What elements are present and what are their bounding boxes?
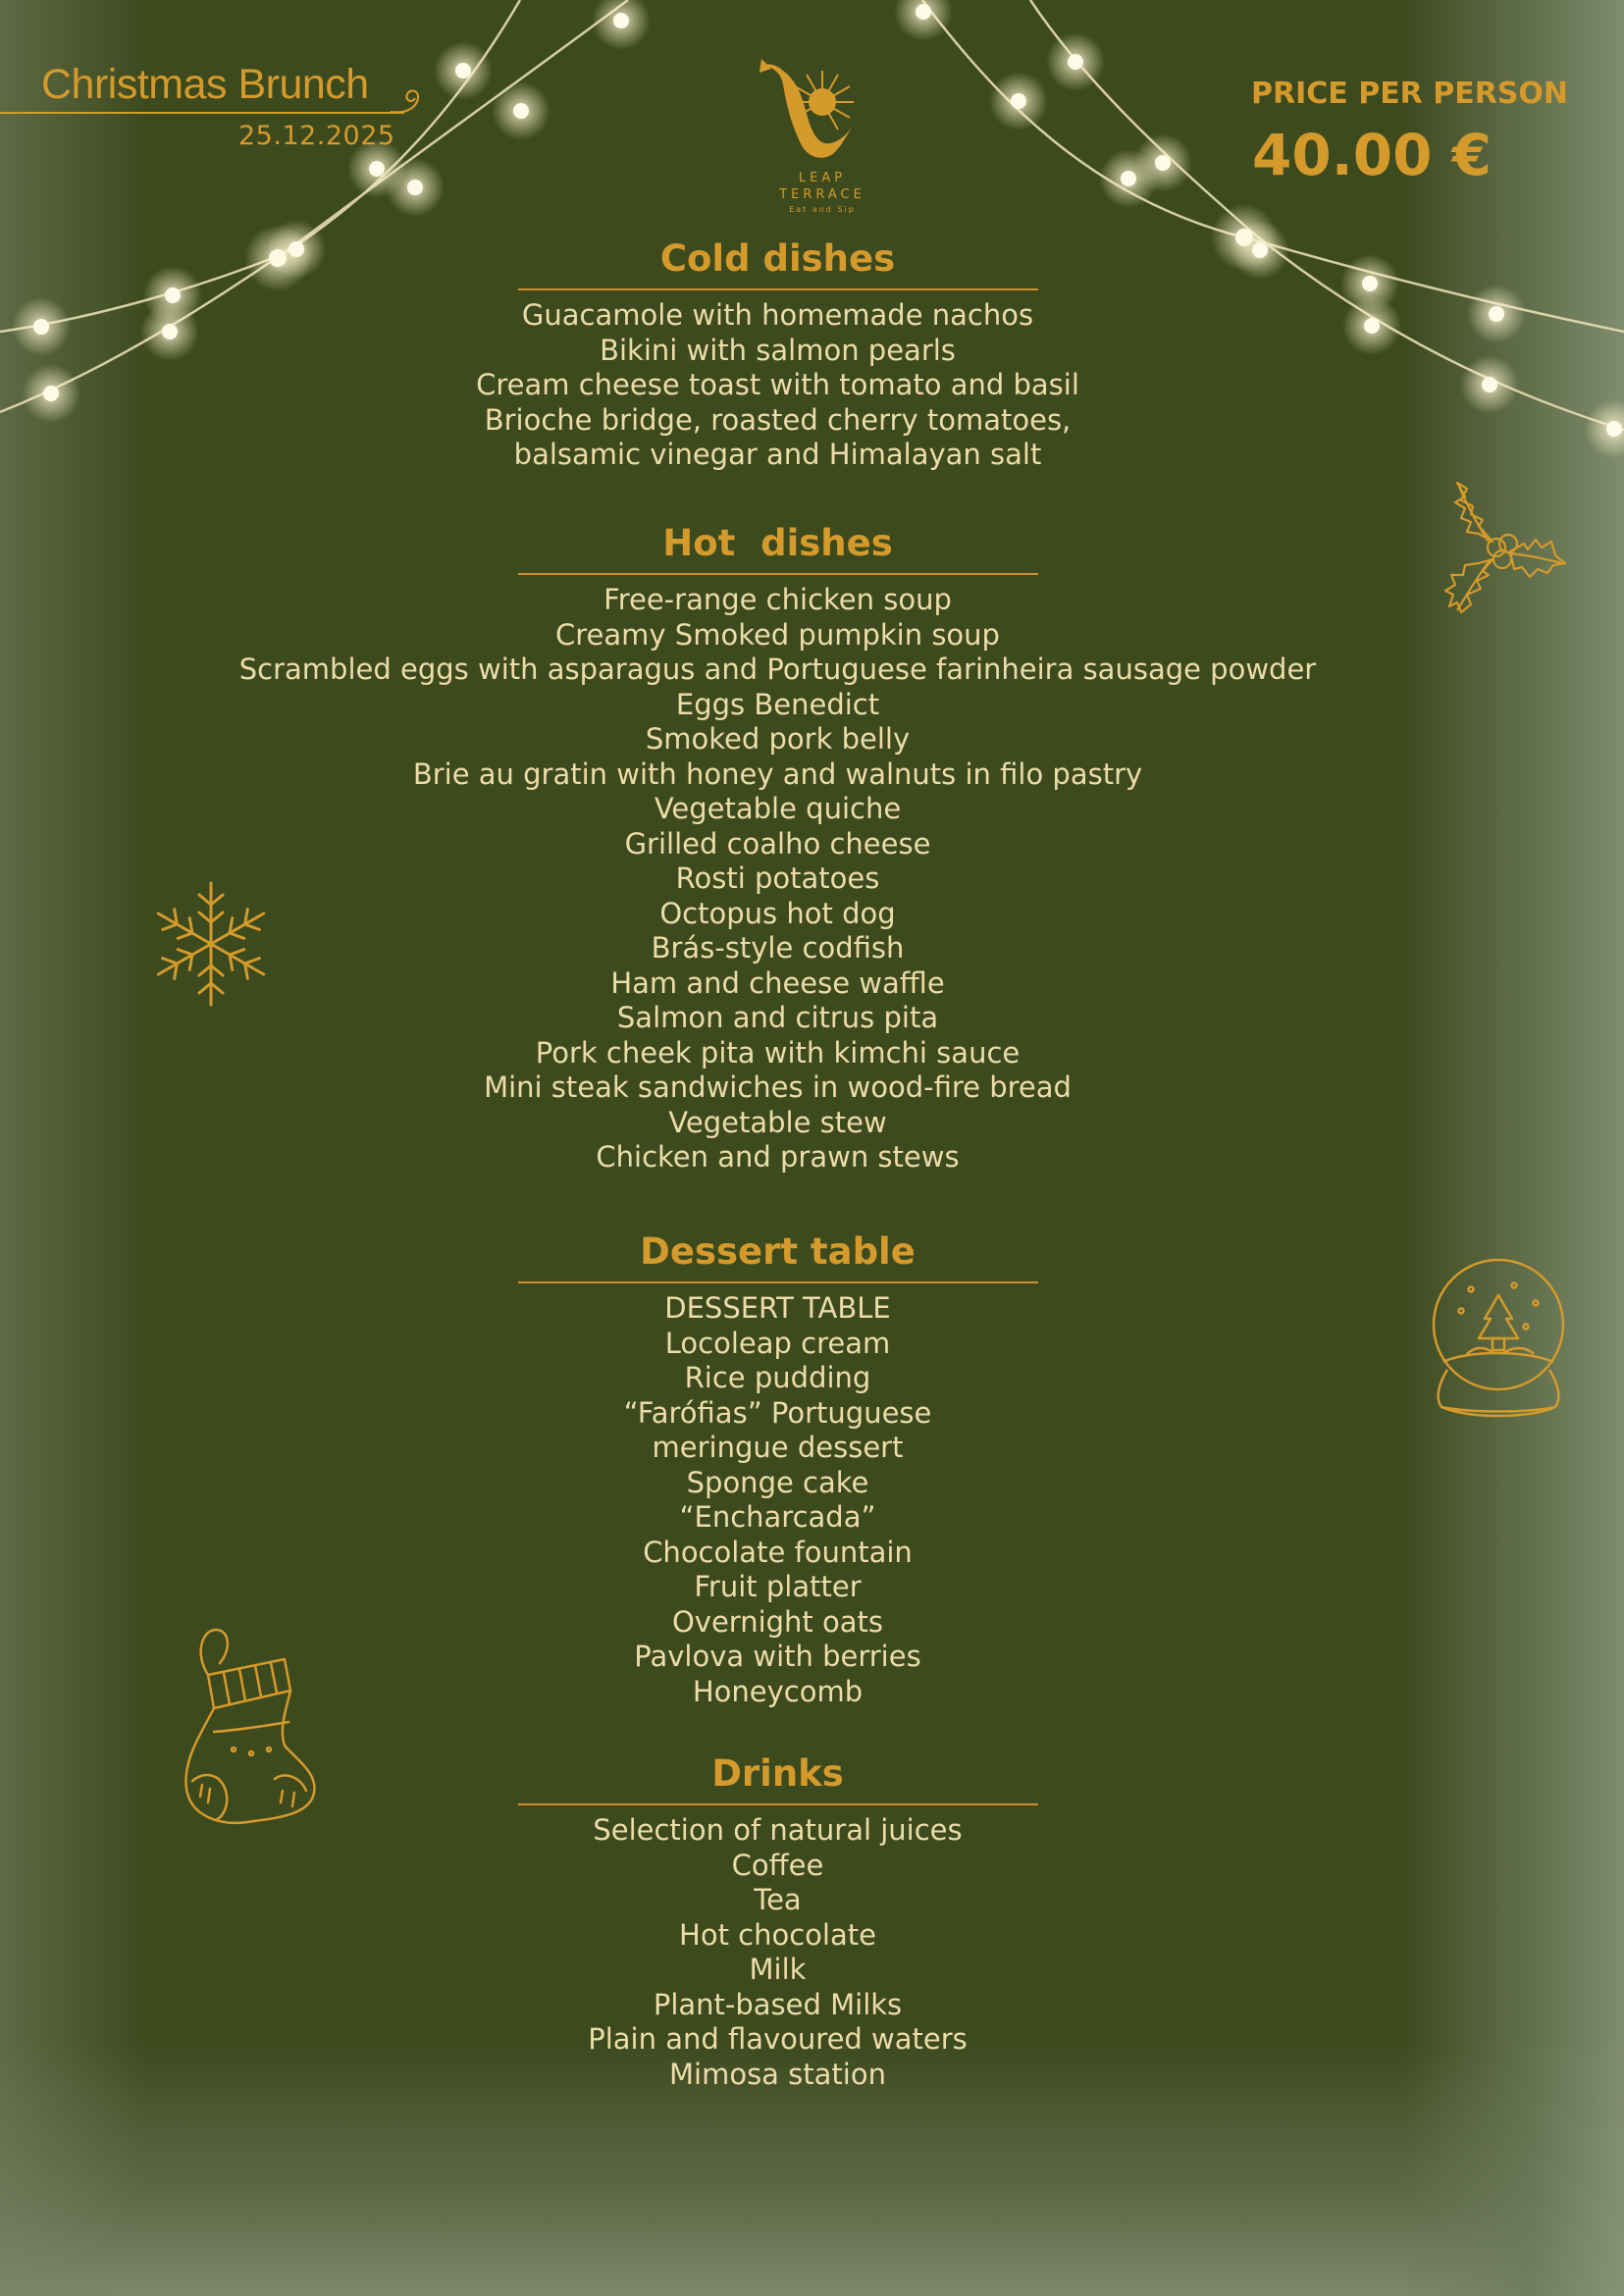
menu-item: Ham and cheese waffle	[610, 965, 945, 1000]
menu-item: Grilled coalho cheese	[624, 826, 931, 861]
menu-item: Smoked pork belly	[645, 722, 911, 756]
snowflake-icon	[145, 878, 278, 1011]
menu-item: Rosti potatoes	[675, 861, 880, 895]
price-value: 40.00 €	[1252, 122, 1493, 188]
section-rule	[518, 1281, 1038, 1283]
menu-item: Plant-based Milks	[653, 1987, 903, 2021]
section-title: Cold dishes	[659, 237, 896, 280]
menu-item: Honeycomb	[692, 1674, 864, 1708]
menu-item: balsamic vinegar and Himalayan salt	[513, 438, 1042, 471]
menu-item: Tea	[754, 1883, 802, 1916]
menu-item: Scrambled eggs with asparagus and Portuguese farinheira sausage powder	[238, 652, 1317, 686]
menu-item: DESSERT TABLE	[664, 1291, 891, 1325]
menu-item: Coffee	[731, 1848, 824, 1882]
menu-item: Free-range chicken soup	[603, 583, 952, 616]
menu-item: Rice pudding	[684, 1361, 871, 1394]
logo-line1: LEAP	[798, 171, 847, 185]
snow-globe-icon	[1428, 1256, 1565, 1428]
menu-item: Fruit platter	[694, 1570, 862, 1603]
logo-tagline: Eat and Sip	[789, 205, 856, 214]
menu-item: Brioche bridge, roasted cherry tomatoes,	[484, 402, 1072, 437]
section-title: Dessert table	[640, 1230, 916, 1273]
menu-item: Brás-style codfish	[651, 931, 905, 965]
sun-mermaid-logo-icon	[754, 59, 891, 169]
menu-item: Creamy Smoked pumpkin soup	[555, 617, 1000, 652]
swirl-icon	[389, 82, 428, 118]
menu-item: Vegetable stew	[668, 1105, 887, 1139]
menu-item: Cream cheese toast with tomato and basil	[476, 368, 1079, 401]
logo-line2: TERRACE	[779, 187, 865, 202]
section-rule	[518, 288, 1038, 290]
section-title: Hot dishes	[662, 522, 893, 564]
menu-item: Eggs Benedict	[675, 687, 880, 721]
menu-item: Chocolate fountain	[643, 1535, 913, 1569]
menu-item: Bikini with salmon pearls	[600, 333, 956, 367]
menu-item: Hot chocolate	[679, 1917, 876, 1952]
menu-item: Octopus hot dog	[659, 896, 896, 930]
section-title: Drinks	[711, 1752, 844, 1795]
menu-item: Overnight oats	[671, 1604, 884, 1639]
menu-item: “Farófias” Portuguese	[623, 1395, 932, 1430]
christmas-stocking-icon	[175, 1624, 322, 1830]
menu-item: Guacamole with homemade nachos	[521, 298, 1034, 332]
menu-item: Vegetable quiche	[654, 792, 902, 825]
menu-item: Salmon and citrus pita	[616, 1001, 939, 1034]
holly-icon	[1428, 479, 1575, 621]
menu-item: Selection of natural juices	[593, 1813, 963, 1847]
menu-item: Pavlova with berries	[634, 1640, 921, 1673]
event-title-rule	[0, 112, 404, 114]
section-rule	[518, 1803, 1038, 1805]
section-rule	[518, 573, 1038, 575]
menu-item: “Encharcada”	[679, 1500, 876, 1534]
event-title: Christmas Brunch	[41, 61, 369, 108]
menu-item: Mimosa station	[669, 2057, 886, 2091]
menu-item: Milk	[749, 1953, 807, 1986]
restaurant-logo	[754, 59, 891, 226]
event-date: 25.12.2025	[238, 121, 395, 151]
menu-item: Sponge cake	[686, 1465, 869, 1499]
menu-item: Plain and flavoured waters	[588, 2022, 968, 2056]
price-label: PRICE PER PERSON	[1251, 77, 1569, 111]
section-cold-dishes	[0, 235, 1555, 473]
menu-item: Mini steak sandwiches in wood-fire bread	[484, 1070, 1072, 1104]
menu-item: meringue dessert	[652, 1431, 904, 1464]
section-hot-dishes	[0, 520, 1555, 1175]
menu-item: Brie au gratin with honey and walnuts in filo pastry	[412, 757, 1143, 791]
menu-item: Chicken and prawn stews	[596, 1140, 960, 1174]
menu-item: Locoleap cream	[664, 1326, 891, 1360]
menu-item: Pork cheek pita with kimchi sauce	[535, 1035, 1021, 1070]
